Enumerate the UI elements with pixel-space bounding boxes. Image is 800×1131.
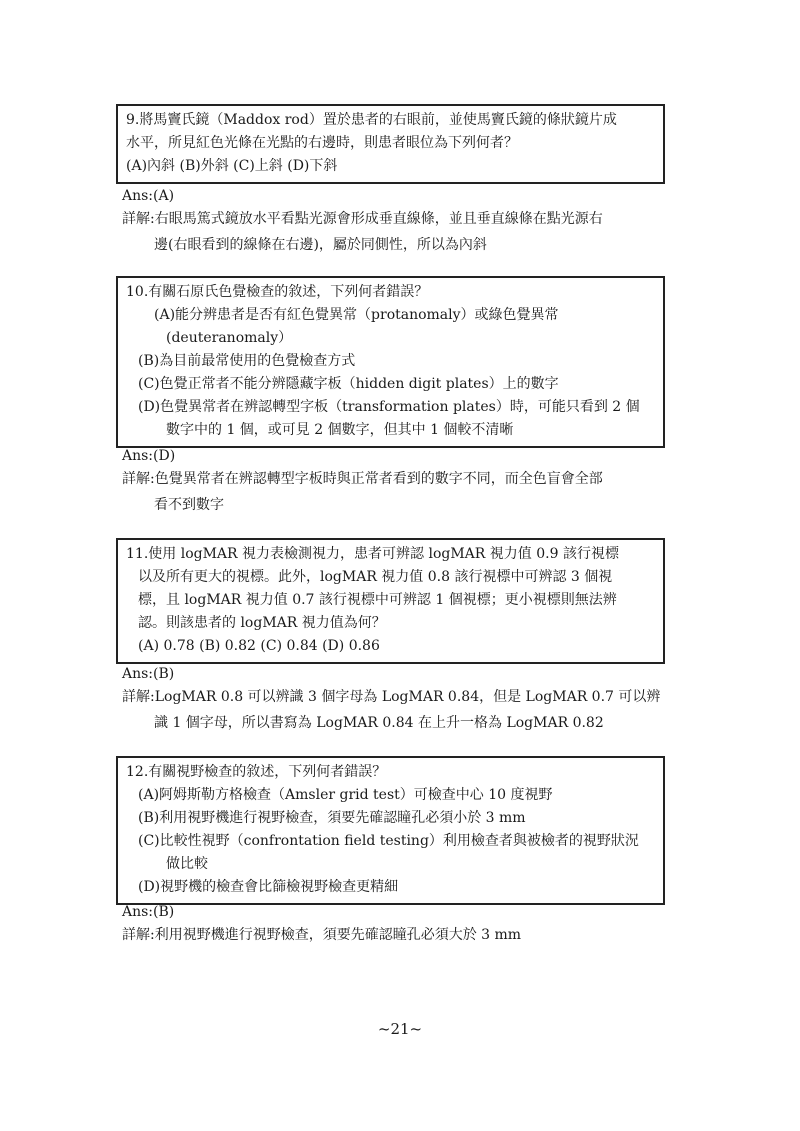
page-number: ~21~ bbox=[377, 1020, 423, 1038]
explanation-9 bbox=[122, 206, 682, 258]
option-d-continued: 數字中的 1 個，或可見 2 個數字，但其中 1 個較不清晰 bbox=[166, 422, 514, 438]
question-text: 水平，所見紅色光條在光點的右邊時，則患者眼位為下列何者？ bbox=[126, 135, 518, 151]
question-options: (A) 0.78 (B) 0.82 (C) 0.84 (D) 0.86 bbox=[138, 638, 380, 654]
question-text: 12.有關視野檢查的敘述，下列何者錯誤？ bbox=[126, 764, 387, 780]
explanation-line: 詳解:利用視野機進行視野檢查，須要先確認瞳孔必須大於 3 mm bbox=[122, 927, 522, 943]
option-a: (A)能分辨患者是否有紅色覺異常（protanomaly）或綠色覺異常 bbox=[154, 307, 559, 323]
answer-11: Ans:(B) bbox=[122, 666, 175, 682]
question-text: 9.將馬竇氏鏡（Maddox rod）置於患者的右眼前，並使馬竇氏鏡的條狀鏡片成 bbox=[126, 112, 617, 128]
explanation-11 bbox=[122, 684, 682, 736]
explanation-line: 詳解:LogMAR 0.8 可以辨識 3 個字母為 LogMAR 0.84，但是 LogMAR 0.7 可以辨 bbox=[122, 689, 661, 705]
question-9-box bbox=[116, 104, 665, 184]
option-c-continued: 做比較 bbox=[166, 856, 208, 872]
question-text: 標，且 logMAR 視力值 0.7 該行視標中可辨認 1 個視標；更小視標則無法辨 bbox=[138, 592, 617, 608]
explanation-line: 詳解:右眼馬篤式鏡放水平看點光源會形成垂直線條，並且垂直線條在點光源右 bbox=[122, 211, 603, 227]
option-c: (C)比較性視野（confrontation field testing）利用檢查者與被檢者的視野狀況 bbox=[138, 833, 639, 849]
option-b: (B)利用視野機進行視野檢查，須要先確認瞳孔必須小於 3 mm bbox=[138, 810, 526, 826]
explanation-line: 詳解:色覺異常者在辨認轉型字板時與正常者看到的數字不同，而全色盲會全部 bbox=[122, 471, 603, 487]
question-text: 10.有關石原氏色覺檢查的敘述，下列何者錯誤？ bbox=[126, 284, 429, 300]
explanation-line: 識 1 個字母，所以書寫為 LogMAR 0.84 在上升一格為 LogMAR 0.82 bbox=[154, 715, 604, 731]
explanation-12 bbox=[122, 922, 682, 948]
answer-12: Ans:(B) bbox=[122, 904, 175, 920]
question-options: (A)內斜 (B)外斜 (C)上斜 (D)下斜 bbox=[126, 158, 338, 174]
question-text: 認。則該患者的 logMAR 視力值為何？ bbox=[138, 615, 386, 631]
option-d: (D)色覺異常者在辨認轉型字板（transformation plates）時，可能只看到 2 個 bbox=[138, 399, 640, 415]
question-12-box bbox=[116, 756, 665, 905]
option-a: (A)阿姆斯勒方格檢查（Amsler grid test）可檢查中心 10 度視野 bbox=[138, 787, 553, 803]
option-a-continued: (deuteranomaly） bbox=[166, 330, 293, 346]
question-text: 11.使用 logMAR 視力表檢測視力，患者可辨認 logMAR 視力值 0.9 該行視標 bbox=[126, 546, 619, 562]
option-c: (C)色覺正常者不能分辨隱藏字板（hidden digit plates）上的數字 bbox=[138, 376, 559, 392]
option-d: (D)視野機的檢查會比篩檢視野檢查更精細 bbox=[138, 879, 399, 895]
question-text: 以及所有更大的視標。此外，logMAR 視力值 0.8 該行視標中可辨認 3 個視 bbox=[138, 569, 613, 585]
explanation-line: 看不到數字 bbox=[154, 497, 224, 513]
explanation-10 bbox=[122, 466, 682, 518]
question-10-box bbox=[116, 276, 665, 448]
question-11-box bbox=[116, 538, 665, 664]
answer-9: Ans:(A) bbox=[122, 188, 175, 204]
explanation-line: 邊(右眼看到的線條在右邊)，屬於同側性，所以為內斜 bbox=[154, 237, 487, 253]
answer-10: Ans:(D) bbox=[122, 448, 176, 464]
option-b: (B)為目前最常使用的色覺檢查方式 bbox=[138, 353, 356, 369]
